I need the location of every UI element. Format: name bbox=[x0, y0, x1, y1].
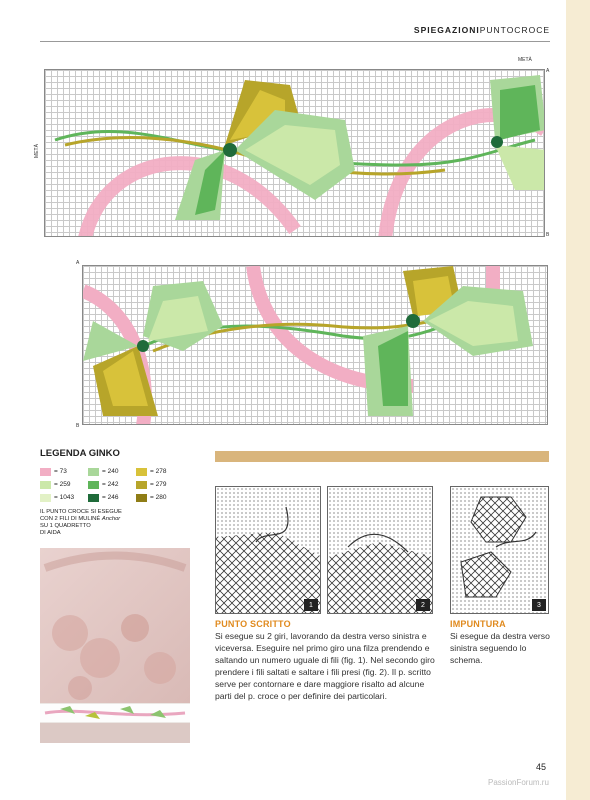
legend-item bbox=[136, 494, 184, 502]
pattern-top-motif bbox=[45, 70, 545, 237]
legend-row bbox=[40, 465, 200, 478]
legend-row bbox=[40, 491, 200, 504]
pattern-bottom-chart bbox=[82, 265, 548, 425]
legend-note-line-4: DI AIDA bbox=[40, 530, 61, 536]
legend-code: = 280 bbox=[150, 494, 167, 501]
towel-pattern bbox=[40, 548, 190, 703]
impuntura-text: Si esegue da destra verso sinistra seguendo lo schema. bbox=[450, 631, 550, 665]
header-section: SPIEGAZIONI bbox=[413, 25, 480, 35]
header-rule bbox=[40, 41, 550, 42]
legend-item bbox=[40, 494, 88, 502]
punto-scritto-text: Si esegue su 2 giri, lavorando da destra verso sinistra e viceversa. Eseguire nel primo giro una filza prendendo e saltando un numero uguale di fili (fig. 1). Nel secondo giro prendere i fili saltati e saltare i fili presi (fig. 2). Il p. scritto serve per contornare e dare maggiore risalto ad alcune parti del p. croce o per definire dei particolari. bbox=[215, 631, 435, 701]
figure-2-diagram bbox=[328, 487, 433, 614]
legend-code: = 242 bbox=[102, 481, 119, 488]
header-subsection: PUNTOCROCE bbox=[479, 25, 550, 35]
figure-2 bbox=[327, 486, 433, 614]
pattern-top-side-mark: METÀ bbox=[33, 144, 40, 158]
legend-swatch bbox=[136, 468, 147, 476]
legend-note bbox=[40, 509, 200, 537]
pattern-top-chart bbox=[44, 69, 545, 237]
legend-code: = 279 bbox=[150, 481, 167, 488]
legend-code: = 246 bbox=[102, 494, 119, 501]
legend-code: = 240 bbox=[102, 468, 119, 475]
pattern-bottom-corner-b: B bbox=[76, 423, 80, 429]
figure-1 bbox=[215, 486, 321, 614]
legend-item bbox=[40, 468, 88, 476]
anchor-logo: Anchor bbox=[101, 516, 121, 522]
legend-item bbox=[136, 481, 184, 489]
legend-swatch bbox=[40, 494, 51, 502]
legend-swatch bbox=[136, 494, 147, 502]
legend-swatch bbox=[40, 468, 51, 476]
ginkgo-leaf-7 bbox=[363, 266, 533, 416]
right-edge-stripe bbox=[566, 0, 590, 800]
pattern-bottom-corner-a: A bbox=[76, 260, 80, 266]
pattern-top-corner-a: A bbox=[546, 68, 550, 74]
legend-code: = 1043 bbox=[54, 494, 75, 501]
figure-2-number: 2 bbox=[416, 599, 430, 611]
pattern-top-mid-mark: METÀ bbox=[518, 57, 532, 63]
legend-item bbox=[88, 481, 136, 489]
punto-scritto-section bbox=[215, 619, 435, 702]
legend-note-line-3: SU 1 QUADRETTO bbox=[40, 523, 91, 529]
legend-code: = 278 bbox=[150, 468, 167, 475]
legend-code: = 259 bbox=[54, 481, 71, 488]
towel-photo bbox=[40, 548, 190, 743]
figure-3-diagram bbox=[451, 487, 549, 614]
ginkgo-leaf-5 bbox=[143, 281, 223, 351]
legend-title: LEGENDA GINKO bbox=[40, 448, 120, 459]
page-header bbox=[414, 25, 550, 35]
legend-item bbox=[88, 468, 136, 476]
figure-3-number: 3 bbox=[532, 599, 546, 611]
impuntura-title: IMPUNTURA bbox=[450, 619, 506, 629]
legend bbox=[40, 448, 200, 537]
towel-bottom bbox=[40, 723, 190, 743]
legend-note-line-2: CON 2 FILI DI MULINÉ Anchor bbox=[40, 516, 121, 522]
towel-ginkgo-band bbox=[40, 704, 190, 722]
legend-item bbox=[88, 494, 136, 502]
legend-swatch bbox=[88, 468, 99, 476]
legend-grid bbox=[40, 465, 200, 504]
page-number: 45 bbox=[536, 762, 547, 772]
legend-note-line-1: IL PUNTO CROCE SI ESEGUE bbox=[40, 509, 122, 515]
punto-scritto-title: PUNTO SCRITTO bbox=[215, 619, 291, 629]
legend-item bbox=[136, 468, 184, 476]
figure-1-number: 1 bbox=[304, 599, 318, 611]
watermark: PassionForum.ru bbox=[488, 778, 549, 787]
legend-row bbox=[40, 478, 200, 491]
towel-border-band bbox=[40, 704, 190, 722]
legend-swatch bbox=[136, 481, 147, 489]
legend-code: = 73 bbox=[54, 468, 67, 475]
legend-swatch bbox=[88, 494, 99, 502]
pattern-top-corner-b: B bbox=[546, 232, 550, 238]
impuntura-section bbox=[450, 619, 550, 666]
figure-3 bbox=[450, 486, 549, 614]
section-divider-bar bbox=[215, 451, 549, 462]
legend-item bbox=[40, 481, 88, 489]
legend-swatch bbox=[88, 481, 99, 489]
legend-swatch bbox=[40, 481, 51, 489]
figure-1-diagram bbox=[216, 487, 321, 614]
pattern-bottom-motif bbox=[83, 266, 548, 425]
